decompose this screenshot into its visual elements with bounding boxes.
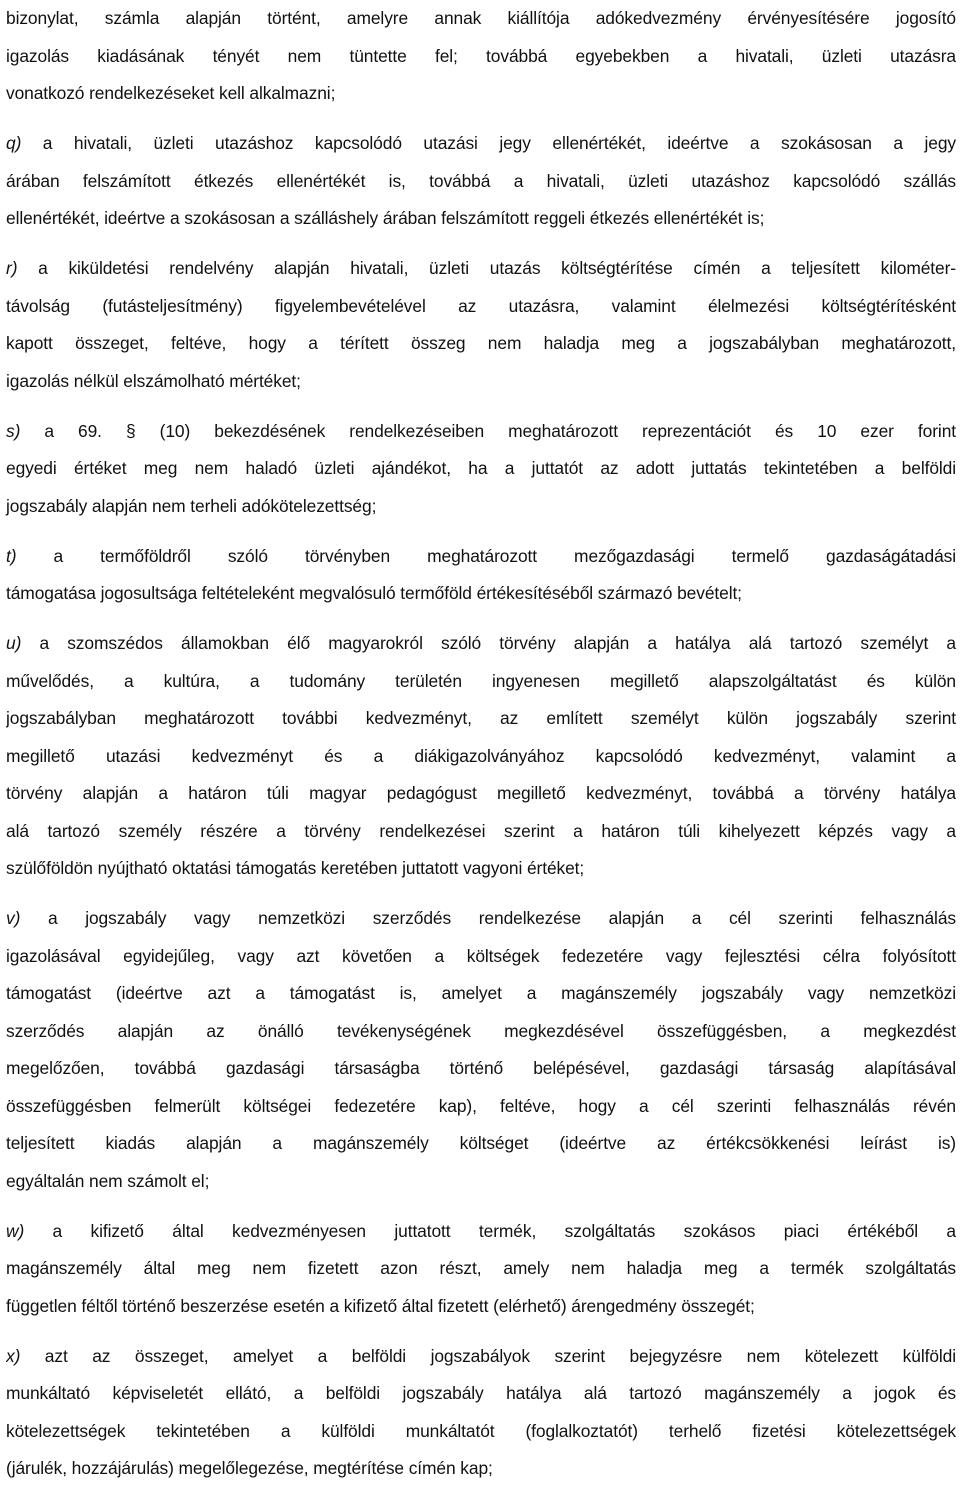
paragraph-spacer xyxy=(6,613,956,626)
paragraph-letter: s) xyxy=(6,420,21,441)
line-text: összefüggésben felmerült költségei fedezetére kap), feltéve, hogy a cél szerinti felhasználás révén xyxy=(6,1095,956,1116)
paragraph-letter: t) xyxy=(6,545,17,566)
text-line xyxy=(6,1375,956,1413)
line-text: kapott összeget, feltéve, hogy a térített összeg nem haladja meg a jogszabályban meghatározott, xyxy=(6,333,956,353)
paragraph-t xyxy=(6,538,956,613)
paragraph-spacer xyxy=(6,525,956,538)
line-text: jogszabályban meghatározott további kedvezményt, az említett személyt külön jogszabály szerint xyxy=(6,708,956,728)
text-line xyxy=(6,700,956,738)
line-text: (járulék, hozzájárulás) megelőlegezése, megtérítése címén kap; xyxy=(6,1458,493,1478)
text-line xyxy=(6,575,956,613)
text-line xyxy=(6,250,956,288)
text-line xyxy=(6,200,956,238)
document-page xyxy=(6,0,956,1488)
line-text: a hivatali, üzleti utazáshoz kapcsolódó utazási jegy ellenértékét, ideértve a szokásosan a jegy xyxy=(21,133,956,153)
text-line xyxy=(6,450,956,488)
text-line xyxy=(6,938,956,976)
paragraph-s xyxy=(6,413,956,526)
line-text: árában felszámított étkezés ellenértékét is, továbbá a hivatali, üzleti utazáshoz kapcsolódó szállás xyxy=(6,170,956,191)
paragraph-letter: q) xyxy=(6,133,22,153)
text-line xyxy=(6,900,956,938)
line-text: a jogszabály vagy nemzetközi szerződés rendelkezése alapján a cél szerinti felhasználás xyxy=(20,908,956,928)
text-line xyxy=(6,1013,956,1051)
paragraph-letter: v) xyxy=(6,908,21,928)
text-line xyxy=(6,975,956,1013)
line-text: kötelezettségek tekintetében a külföldi munkáltatót (foglalkoztatót) terhelő fizetési kötelezettségek xyxy=(6,1420,956,1441)
line-text: bizonylat, számla alapján történt, amelyre annak kiállítója adókedvezmény érvényesítésére jogosító xyxy=(6,8,956,28)
paragraph-spacer xyxy=(6,400,956,413)
line-text: magánszemély által meg nem fizetett azon részt, amely nem haladja meg a termék szolgáltatás xyxy=(6,1258,956,1278)
paragraph-spacer xyxy=(6,888,956,901)
line-text: jogszabály alapján nem terheli adókötelezettség; xyxy=(6,495,377,516)
paragraph-q xyxy=(6,125,956,238)
text-line xyxy=(6,625,956,663)
paragraph-w xyxy=(6,1213,956,1326)
text-line xyxy=(6,413,956,451)
text-line xyxy=(6,38,956,76)
text-line xyxy=(6,775,956,813)
paragraph-v xyxy=(6,900,956,1200)
line-text: a termőföldről szóló törvényben meghatározott mezőgazdasági termelő gazdaságátadási xyxy=(16,545,956,566)
text-line xyxy=(6,363,956,401)
line-text: támogatása jogosultsága feltételeként megvalósuló termőföld értékesítéséből származó bevételt; xyxy=(6,583,742,603)
text-line xyxy=(6,163,956,201)
paragraph-spacer xyxy=(6,1325,956,1338)
line-text: a 69. § (10) bekezdésének rendelkezéseiben meghatározott reprezentációt és 10 ezer forint xyxy=(20,420,956,441)
text-line xyxy=(6,125,956,163)
text-line xyxy=(6,1288,956,1326)
text-line xyxy=(6,1413,956,1451)
text-line xyxy=(6,1250,956,1288)
line-text: a kiküldetési rendelvény alapján hivatali, üzleti utazás költségtérítése címén a teljesített kilométer- xyxy=(17,258,956,278)
text-line xyxy=(6,538,956,576)
line-text: igazolásával egyidejűleg, vagy azt követően a költségek fedezetére vagy fejlesztési célra folyósított xyxy=(6,945,956,966)
paragraph-letter: x) xyxy=(6,1345,21,1366)
text-line xyxy=(6,325,956,363)
paragraph-r xyxy=(6,250,956,400)
line-text: egyáltalán nem számolt el; xyxy=(6,1170,210,1191)
text-line xyxy=(6,738,956,776)
line-text: támogatást (ideértve azt a támogatást is, amelyet a magánszemély jogszabály vagy nemzetközi xyxy=(6,983,956,1003)
line-text: a kifizető által kedvezményesen juttatott termék, szolgáltatás szokásos piaci értékéből a xyxy=(24,1220,956,1241)
paragraph-intro xyxy=(6,0,956,113)
text-line xyxy=(6,1125,956,1163)
text-line xyxy=(6,488,956,526)
line-text: egyedi értéket meg nem haladó üzleti ajándékot, ha a juttatót az adott juttatás tekintetében a belföldi xyxy=(6,458,956,478)
line-text: munkáltató képviseletét ellátó, a belföldi jogszabály hatálya alá tartozó magánszemély a jogok és xyxy=(6,1383,956,1403)
text-line xyxy=(6,1450,956,1488)
text-line xyxy=(6,1338,956,1376)
text-line xyxy=(6,1050,956,1088)
line-text: független féltől történő beszerzése esetén a kifizető által fizetett (elérhető) árengedmény összegét; xyxy=(6,1295,755,1316)
line-text: művelődés, a kultúra, a tudomány területén ingyenesen megillető alapszolgáltatást és külön xyxy=(6,670,956,691)
paragraph-spacer xyxy=(6,238,956,251)
paragraph-letter: w) xyxy=(6,1220,25,1241)
paragraph-x xyxy=(6,1338,956,1488)
line-text: vonatkozó rendelkezéseket kell alkalmazni; xyxy=(6,83,336,103)
text-line xyxy=(6,663,956,701)
text-line xyxy=(6,1213,956,1251)
paragraph-letter: r) xyxy=(6,258,18,278)
line-text: teljesített kiadás alapján a magánszemély költséget (ideértve az értékcsökkenési leírást is) xyxy=(6,1133,956,1153)
line-text: megelőzően, továbbá gazdasági társaságba történő belépésével, gazdasági társaság alapításával xyxy=(6,1058,956,1078)
text-line xyxy=(6,850,956,888)
paragraph-spacer xyxy=(6,113,956,126)
text-line xyxy=(6,1088,956,1126)
line-text: szerződés alapján az önálló tevékenységének megkezdésével összefüggésben, a megkezdést xyxy=(6,1020,956,1041)
line-text: igazolás nélkül elszámolható mértéket; xyxy=(6,370,301,391)
text-line xyxy=(6,0,956,38)
paragraph-letter: u) xyxy=(6,633,22,653)
line-text: azt az összeget, amelyet a belföldi jogszabályok szerint bejegyzésre nem kötelezett külföldi xyxy=(20,1345,956,1366)
line-text: törvény alapján a határon túli magyar pedagógust megillető kedvezményt, továbbá a törvény hatálya xyxy=(6,783,956,803)
line-text: igazolás kiadásának tényét nem tüntette fel; továbbá egyebekben a hivatali, üzleti utazásra xyxy=(6,45,956,66)
text-line xyxy=(6,75,956,113)
line-text: szülőföldön nyújtható oktatási támogatás keretében juttatott vagyoni értéket; xyxy=(6,858,585,878)
text-line xyxy=(6,288,956,326)
line-text: ellenértékét, ideértve a szokásosan a szálláshely árában felszámított reggeli étkezés ellenértékét is; xyxy=(6,208,765,228)
text-line xyxy=(6,1163,956,1201)
line-text: távolság (futásteljesítmény) figyelembevételével az utazásra, valamint élelmezési költségtérítésként xyxy=(6,295,956,316)
line-text: megillető utazási kedvezményt és a diákigazolványához kapcsolódó kedvezményt, valamint a xyxy=(6,745,956,766)
line-text: alá tartozó személy részére a törvény rendelkezései szerint a határon túli kihelyezett képzés vagy a xyxy=(6,820,956,841)
paragraph-u xyxy=(6,625,956,888)
paragraph-spacer xyxy=(6,1200,956,1213)
text-line xyxy=(6,813,956,851)
line-text: a szomszédos államokban élő magyarokról szóló törvény alapján a hatálya alá tartozó személyt a xyxy=(21,633,956,653)
